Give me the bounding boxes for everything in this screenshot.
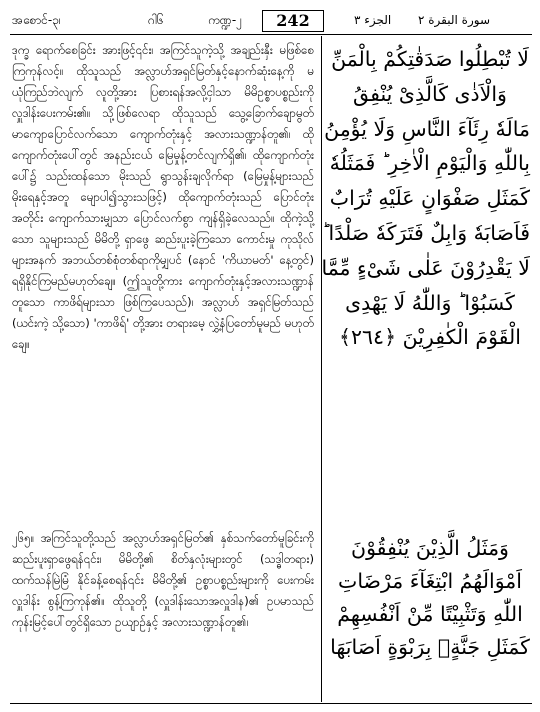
arabic-line: لَا تُبْطِلُوا صَدَقٰتِكُمْ بِالْمَنِّ — [331, 47, 529, 71]
arabic-line: مَالَهٗ رِئَآءَ النَّاسِ وَلَا يُؤْمِنُ — [324, 116, 530, 141]
arabic-line: لَا يَقْدِرُوْنَ عَلٰى شَىْءٍ مِّمَّا — [321, 255, 530, 280]
arabic-line: الْقَوْمَ الْكٰفِرِيْنَ ﴿٢٦٤﴾ — [339, 325, 521, 350]
header-rule — [10, 34, 532, 35]
volume-label: အစောင်-၃၊ — [12, 13, 61, 27]
translation-block-2: ၂၆၅။ အကြင်သူတို့သည် အလ္လာဟ်အရှင်မြတ်၏ နှစ်သက်တော်မူခြင်းကို ဆည်းပူးရှာဖွေရန်၎င်း၊ မိမိတို့၏ စိတ်နှလုံးများတွင် (သဒ္ဓါတရား) ထက်သန်မြဲမြံ နိုင်ခန့်စေရန်၎င်း မိမိတို့၏ ဥစ္စာပစ္စည်းများကို ပေးကမ်းလှူဒါန်း စွန့်ကြကုန်၏။ ထိုသူတို့ (လှူဒါန်းသောအလှူဒါန)၏ ဥပမာသည် ကုန်းမြင့်ပေါ်တွင်ရှိသော ဥယျာဉ်နှင့် အလားသဏ္ဍာန်တူ၏၊ — [12, 531, 314, 629]
arabic-line: وَالْاَذٰى كَالَّذِىْ يُنْفِقُ — [353, 81, 507, 106]
arabic-block-1 — [321, 42, 530, 355]
column-divider — [321, 36, 322, 702]
page-number: 242 — [262, 10, 324, 32]
arabic-line: كَمَثَلِ جَنَّةٍۢ بِرَبْوَةٍ اَصَابَهَا — [330, 635, 530, 659]
arabic-line: كَسَبُوْا ؕ وَاللّٰهُ لَا يَهْدِى — [345, 290, 515, 315]
footer-rule — [10, 703, 532, 704]
part-label: ဂါ၆ — [148, 13, 164, 27]
page-header — [10, 8, 532, 32]
arabic-line: وَمَثَلُ الَّذِيْنَ يُنْفِقُوْنَ — [351, 536, 509, 560]
arabic-line: بِاللّٰهِ وَالْيَوْمِ الْاٰخِرِ ؕ فَمَثَلُهٗ — [329, 151, 530, 176]
arabic-line: اَمْوَالَهُمُ ابْتِغَآءَ مَرْضَاتِ — [338, 569, 522, 593]
section-label: ကဏ္ဍ-၂ — [208, 13, 243, 27]
arabic-line: اللّٰهِ وَتَثْبِيْتًا مِّنْ اَنْفُسِهِمْ — [337, 602, 523, 626]
juz-label: الجزء ٣ — [354, 13, 392, 27]
arabic-line: فَاَصَابَهٗ وَابِلٌ فَتَرَكَهٗ صَلْدًا ؕ — [322, 220, 530, 245]
arabic-line: كَمَثَلِ صَفْوَانٍ عَلَيْهِ تُرَابٌ — [329, 186, 530, 211]
arabic-block-2 — [330, 532, 530, 664]
surah-label: سورة البقرة ٢ — [418, 13, 491, 27]
translation-block-1: ဒုက္ခ ရောက်စေခြင်း အားဖြင့်၎င်း၊ အကြင်သူကဲ့သို့ အချည်းနှီး မဖြစ်စေကြကုန်လင့်။ ထိုသူသည် အလ္လာဟ်အရှင်မြတ်နှင့်နောက်ဆုံးနေ့ကို မယုံကြည်ဘဲလျက် လူတို့အား ပြစားရန်အလို့ငှါသာ မိမိဥစ္စာပစ္စည်းကို လှူဒါန်းပေးကမ်း၏။ သို့ဖြစ်လေရာ ထိုသူသည် သွေ့ခြောက်ချောမွတ် မာကျောပြောင်လက်သော ကျောက်တုံးနှင့် အလားသဏ္ဍာန်တူ၏၊ ထိုကျောက်တုံးပေါ်တွင် အနည်းငယ် မြေမှုန့်တင်လျက်ရှိ၏၊ ထိုကျောက်တုံးပေါ်၌ သည်းထန်သော မိုးသည် ရွာသွန်းချလိုက်ရာ (မြေမှုန့်များသည် မိုးရေနှင့်အတူ မျောပါ၍သွားသဖြင့်) ထိုကျောက်တုံးသည် ပြောင်တုံးအတိုင်း ကျောက်သားမျှသာ ပြောင်လက်စွာ ကျန်ရှိခဲ့လေသည်။ ထိုကဲ့သို့သော သူများသည် မိမိတို့ ရှာဖွေ ဆည်းပူးခဲ့ကြသော ကောင်းမှု ကုသိုလ်များအနက် အဘယ်တစ်စုံတစ်ရာကိုမျှပင် (နောင် 'ကိယာမတ်' နေ့တွင်) ရရှိနိုင်ကြမည်မဟုတ်ချေ။ (ဤသူတို့ကား ကျောက်တုံးနှင့်အလားသဏ္ဍာန်တူသော ကာဖိရ်များသာ ဖြစ်ကြပေသည်)၊ အလ္လာဟ် အရှင်မြတ်သည် (ယင်းကဲ့ သို့သော) 'ကာဖိရ်' တို့အား တရားမေ့ လွှဲ့နံပြတော်မူမည် မဟုတ်ချေ။ — [12, 43, 314, 351]
